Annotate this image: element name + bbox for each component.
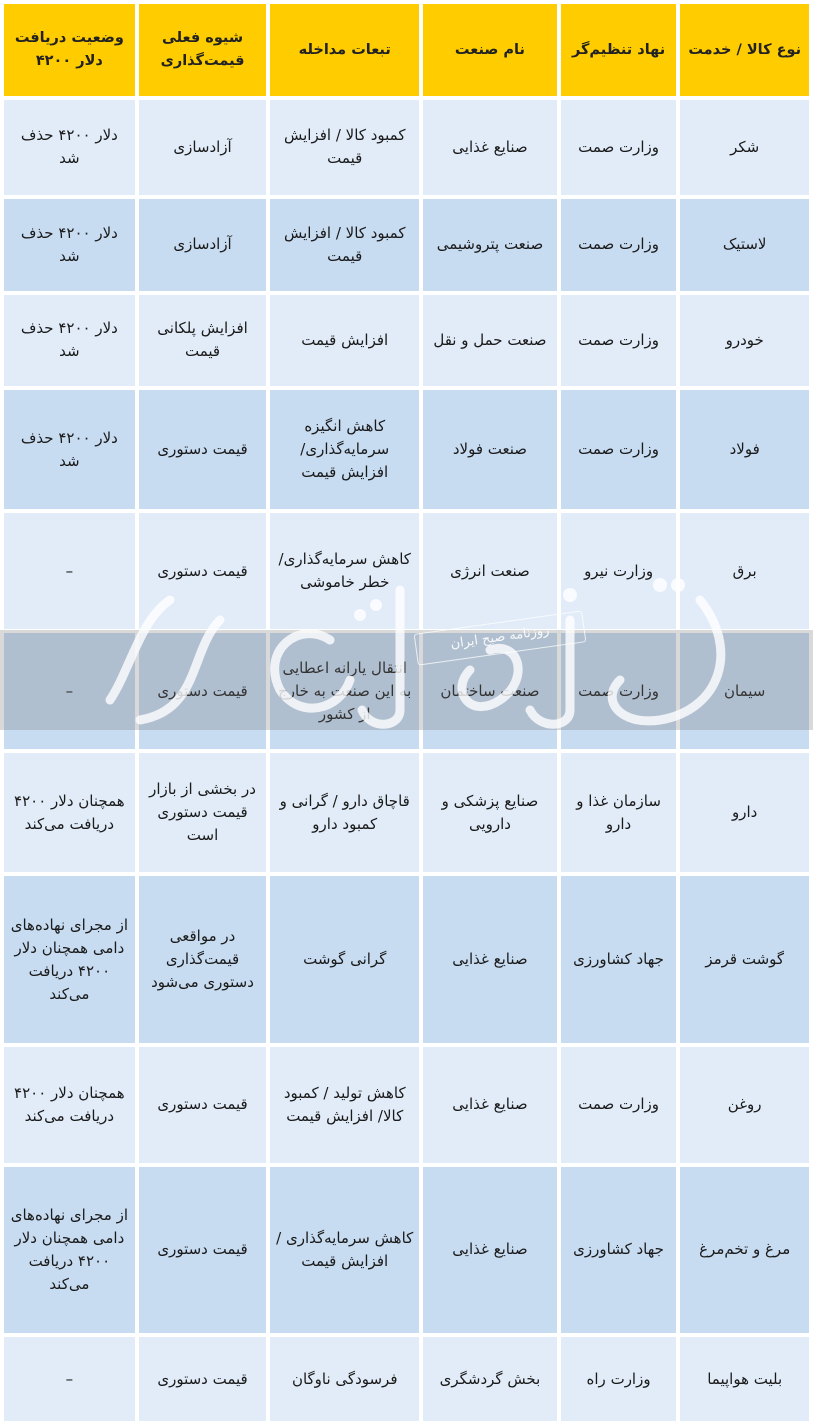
cell-goods: مرغ و تخم‌مرغ <box>680 1167 809 1333</box>
cell-consequences: قاچاق دارو / گرانی و کمبود دارو <box>270 753 419 872</box>
cell-industry: صنعت فولاد <box>423 390 557 509</box>
cell-industry: صنعت ساختمان <box>423 633 557 749</box>
cell-regulator: وزارت صمت <box>561 199 677 291</box>
cell-goods: روغن <box>680 1047 809 1163</box>
cell-consequences: کمبود کالا / افزایش قیمت <box>270 100 419 195</box>
cell-regulator: وزارت نیرو <box>561 513 677 629</box>
cell-regulator: جهاد کشاورزی <box>561 876 677 1042</box>
cell-industry: صنایع غذایی <box>423 876 557 1042</box>
table-row <box>4 633 809 749</box>
cell-dollar-status: – <box>4 1337 135 1421</box>
table-row <box>4 100 809 195</box>
cell-industry: صنایع پزشکی و دارویی <box>423 753 557 872</box>
cell-industry: صنایع غذایی <box>423 1167 557 1333</box>
table-row <box>4 1337 809 1421</box>
cell-goods: شکر <box>680 100 809 195</box>
table-row <box>4 1167 809 1333</box>
header-cell-consequences: تبعات مداخله <box>270 4 419 96</box>
table-row <box>4 753 809 872</box>
cell-regulator: وزارت صمت <box>561 295 677 387</box>
cell-industry: صنعت پتروشیمی <box>423 199 557 291</box>
cell-pricing-method: قیمت دستوری <box>139 1337 267 1421</box>
cell-pricing-method: قیمت دستوری <box>139 1047 267 1163</box>
cell-regulator: وزارت صمت <box>561 633 677 749</box>
cell-regulator: وزارت صمت <box>561 100 677 195</box>
cell-dollar-status: دلار ۴۲۰۰ حذف شد <box>4 295 135 387</box>
cell-consequences: کاهش تولید / کمبود کالا/ افزایش قیمت <box>270 1047 419 1163</box>
cell-consequences: کاهش سرمایه‌گذاری/ خطر خاموشی <box>270 513 419 629</box>
cell-consequences: فرسودگی ناوگان <box>270 1337 419 1421</box>
cell-regulator: جهاد کشاورزی <box>561 1167 677 1333</box>
table-header <box>4 4 809 96</box>
cell-dollar-status: – <box>4 513 135 629</box>
cell-goods: گوشت قرمز <box>680 876 809 1042</box>
cell-dollar-status: دلار ۴۲۰۰ حذف شد <box>4 199 135 291</box>
cell-dollar-status: از مجرای نهاده‌های دامی همچنان دلار ۴۲۰۰ دریافت می‌کند <box>4 876 135 1042</box>
cell-goods: سیمان <box>680 633 809 749</box>
table-row <box>4 390 809 509</box>
cell-regulator: سازمان غذا و دارو <box>561 753 677 872</box>
cell-dollar-status: همچنان دلار ۴۲۰۰ دریافت می‌کند <box>4 1047 135 1163</box>
header-cell-goods: نوع کالا / خدمت <box>680 4 809 96</box>
cell-consequences: کاهش انگیزه سرمایه‌گذاری/ افزایش قیمت <box>270 390 419 509</box>
cell-goods: بلیت هواپیما <box>680 1337 809 1421</box>
cell-dollar-status: دلار ۴۲۰۰ حذف شد <box>4 100 135 195</box>
cell-regulator: وزارت راه <box>561 1337 677 1421</box>
cell-goods: دارو <box>680 753 809 872</box>
cell-industry: بخش گردشگری <box>423 1337 557 1421</box>
cell-pricing-method: افزایش پلکانی قیمت <box>139 295 267 387</box>
table-body <box>4 100 809 1421</box>
cell-dollar-status: – <box>4 633 135 749</box>
cell-goods: فولاد <box>680 390 809 509</box>
table-row <box>4 876 809 1042</box>
cell-consequences: کاهش سرمایه‌گذاری / افزایش قیمت <box>270 1167 419 1333</box>
cell-dollar-status: دلار ۴۲۰۰ حذف شد <box>4 390 135 509</box>
table-row <box>4 513 809 629</box>
cell-pricing-method: در مواقعی قیمت‌گذاری دستوری می‌شود <box>139 876 267 1042</box>
cell-industry: صنایع غذایی <box>423 100 557 195</box>
cell-industry: صنایع غذایی <box>423 1047 557 1163</box>
table-row <box>4 199 809 291</box>
header-row <box>4 4 809 96</box>
cell-pricing-method: در بخشی از بازار قیمت دستوری است <box>139 753 267 872</box>
header-cell-dollar-status: وضعیت دریافت دلار ۴۲۰۰ <box>4 4 135 96</box>
cell-consequences: انتقال یارانه اعطایی به این صنعت به خارج از کشور <box>270 633 419 749</box>
cell-regulator: وزارت صمت <box>561 390 677 509</box>
cell-goods: برق <box>680 513 809 629</box>
cell-goods: خودرو <box>680 295 809 387</box>
header-cell-pricing-method: شیوه فعلی قیمت‌گذاری <box>139 4 267 96</box>
cell-goods: لاستیک <box>680 199 809 291</box>
cell-consequences: افزایش قیمت <box>270 295 419 387</box>
cell-consequences: کمبود کالا / افزایش قیمت <box>270 199 419 291</box>
cell-pricing-method: قیمت دستوری <box>139 1167 267 1333</box>
cell-dollar-status: همچنان دلار ۴۲۰۰ دریافت می‌کند <box>4 753 135 872</box>
cell-industry: صنعت انرژی <box>423 513 557 629</box>
cell-pricing-method: آزادسازی <box>139 199 267 291</box>
header-cell-industry: نام صنعت <box>423 4 557 96</box>
watermark-tagline: روزنامه صبح ایران <box>414 610 587 665</box>
cell-pricing-method: قیمت دستوری <box>139 390 267 509</box>
cell-consequences: گرانی گوشت <box>270 876 419 1042</box>
table-row <box>4 295 809 387</box>
cell-industry: صنعت حمل و نقل <box>423 295 557 387</box>
cell-dollar-status: از مجرای نهاده‌های دامی همچنان دلار ۴۲۰۰ دریافت می‌کند <box>4 1167 135 1333</box>
table-row <box>4 1047 809 1163</box>
header-cell-regulator: نهاد تنظیم‌گر <box>561 4 677 96</box>
cell-pricing-method: آزادسازی <box>139 100 267 195</box>
cell-regulator: وزارت صمت <box>561 1047 677 1163</box>
cell-pricing-method: قیمت دستوری <box>139 633 267 749</box>
cell-pricing-method: قیمت دستوری <box>139 513 267 629</box>
